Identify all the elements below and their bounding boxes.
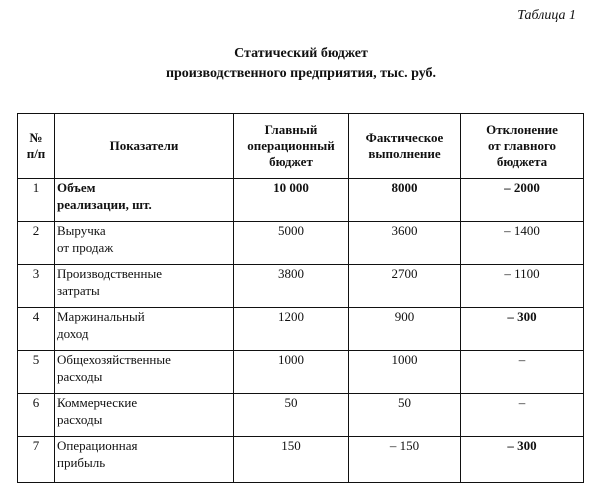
header-num-line2: п/п xyxy=(26,146,46,161)
header-main-line2: операционный xyxy=(247,138,335,153)
row-actual: 1000 xyxy=(349,351,461,394)
document-title: Статический бюджет xyxy=(234,46,368,61)
row-indicator-line2: доход xyxy=(57,326,89,341)
table-row xyxy=(18,308,584,351)
header-deviation xyxy=(461,114,584,179)
table-row xyxy=(18,265,584,308)
row-indicator xyxy=(55,437,234,483)
row-indicator xyxy=(55,179,234,222)
row-deviation: – 1100 xyxy=(461,265,584,308)
row-number: 7 xyxy=(18,437,55,483)
header-main-budget xyxy=(234,114,349,179)
row-deviation: – 300 xyxy=(461,308,584,351)
budget-table xyxy=(17,113,584,483)
row-actual: 8000 xyxy=(349,179,461,222)
row-indicator-line2: расходы xyxy=(57,412,103,427)
header-dev-line2: от главного xyxy=(487,138,557,153)
header-num xyxy=(18,114,55,179)
row-indicator xyxy=(55,265,234,308)
row-main-budget: 150 xyxy=(234,437,349,483)
row-indicator-line2: реализации, шт. xyxy=(57,197,152,212)
header-actual-line1: Фактическое xyxy=(365,130,444,145)
row-actual: 900 xyxy=(349,308,461,351)
row-number: 4 xyxy=(18,308,55,351)
row-main-budget: 10 000 xyxy=(234,179,349,222)
row-indicator xyxy=(55,394,234,437)
row-indicator xyxy=(55,308,234,351)
table-row xyxy=(18,394,584,437)
row-indicator xyxy=(55,222,234,265)
row-indicator-line1: Объем xyxy=(57,180,96,195)
row-indicator-line1: Коммерческие xyxy=(57,395,138,410)
row-indicator-line1: Общехозяйственные xyxy=(57,352,171,367)
row-indicator-line1: Выручка xyxy=(57,223,106,238)
header-actual-line2: выполнение xyxy=(368,146,441,161)
row-deviation: – xyxy=(461,394,584,437)
row-indicator-line1: Маржинальный xyxy=(57,309,145,324)
row-main-budget: 5000 xyxy=(234,222,349,265)
row-deviation: – 2000 xyxy=(461,179,584,222)
header-dev-line1: Отклонение xyxy=(486,122,558,137)
row-indicator-line2: расходы xyxy=(57,369,103,384)
header-main-line3: бюджет xyxy=(269,154,313,169)
row-indicator-line2: от продаж xyxy=(57,240,114,255)
row-actual: 2700 xyxy=(349,265,461,308)
row-indicator xyxy=(55,351,234,394)
row-actual: 3600 xyxy=(349,222,461,265)
header-actual xyxy=(349,114,461,179)
row-deviation: – 300 xyxy=(461,437,584,483)
row-number: 5 xyxy=(18,351,55,394)
header-row xyxy=(18,114,584,179)
header-num-line1: № xyxy=(29,130,43,145)
header-indicator: Показатели xyxy=(55,114,234,179)
header-dev-line3: бюджета xyxy=(496,154,548,169)
row-number: 6 xyxy=(18,394,55,437)
row-indicator-line2: затраты xyxy=(57,283,100,298)
document-subtitle: производственного предприятия, тыс. руб. xyxy=(165,66,437,81)
row-main-budget: 3800 xyxy=(234,265,349,308)
row-actual: – 150 xyxy=(349,437,461,483)
row-number: 3 xyxy=(18,265,55,308)
row-number: 2 xyxy=(18,222,55,265)
table-row xyxy=(18,437,584,483)
table-row xyxy=(18,351,584,394)
row-main-budget: 1200 xyxy=(234,308,349,351)
row-main-budget: 1000 xyxy=(234,351,349,394)
row-deviation: – 1400 xyxy=(461,222,584,265)
row-number: 1 xyxy=(18,179,55,222)
table-row xyxy=(18,222,584,265)
row-indicator-line1: Производственные xyxy=(57,266,162,281)
row-indicator-line1: Операционная xyxy=(57,438,138,453)
row-actual: 50 xyxy=(349,394,461,437)
header-main-line1: Главный xyxy=(264,122,318,137)
row-indicator-line2: прибыль xyxy=(57,455,106,470)
row-deviation: – xyxy=(461,351,584,394)
table-row xyxy=(18,179,584,222)
row-main-budget: 50 xyxy=(234,394,349,437)
table-label: Таблица 1 xyxy=(517,8,576,23)
